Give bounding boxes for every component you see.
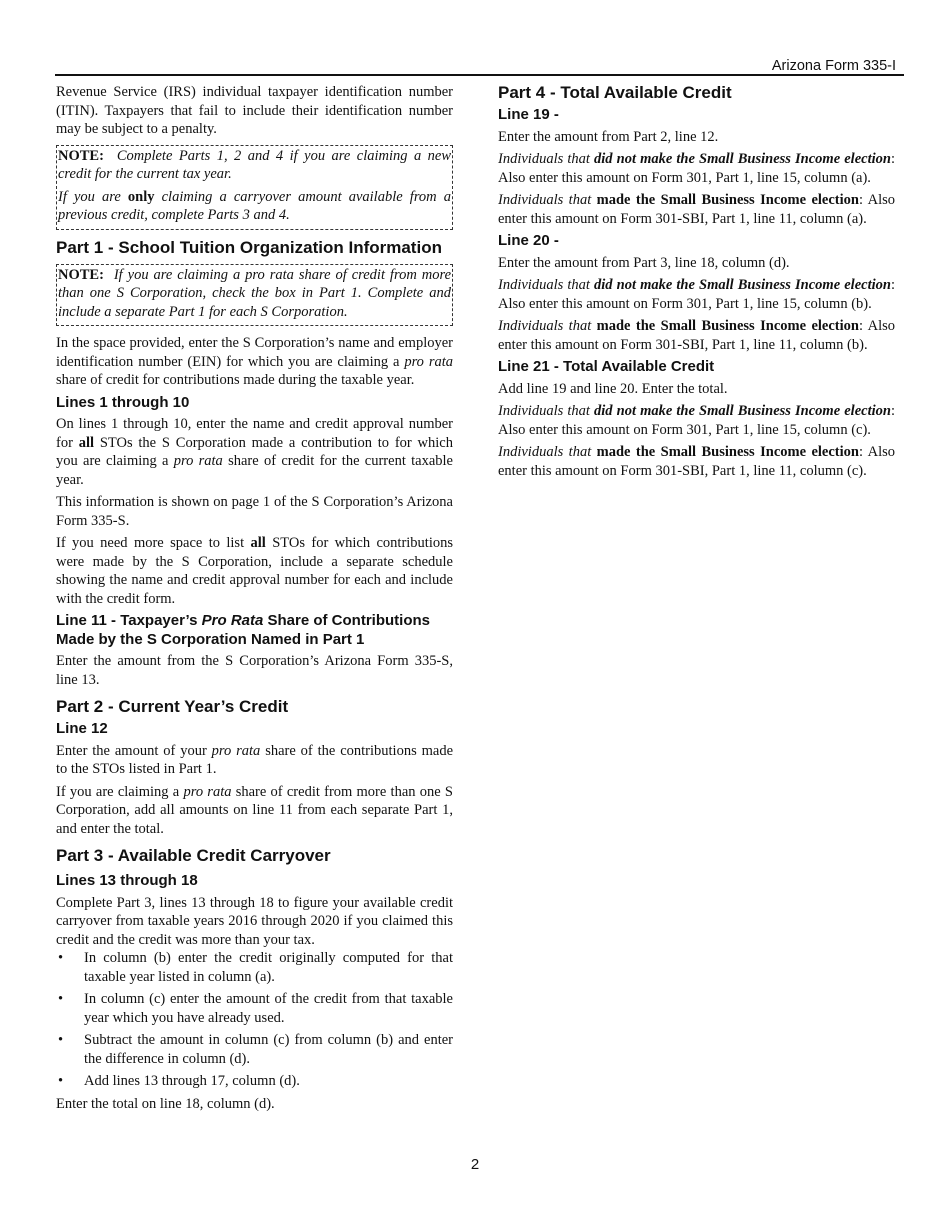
right-column [498, 83, 895, 484]
part3-heading: Part 3 - Available Credit Carryover [56, 846, 331, 865]
italic-text: Individuals that [498, 403, 594, 419]
italic-text: pro rata [211, 742, 261, 759]
italic-text: Individuals that [498, 151, 594, 167]
bold-italic-text: did not make the Small Business Income election [594, 151, 891, 167]
bold-text: all [250, 535, 266, 551]
italic-text: Pro Rata [201, 612, 264, 629]
text: share of the contributions made to the STOs listed in Part 1. [56, 742, 454, 777]
line-20-heading: Line 20 - [498, 232, 559, 249]
form-title: Arizona Form 335-I [771, 58, 896, 74]
text: If you are claiming a [56, 783, 184, 800]
bold-text: made the Small Business Income election [596, 192, 859, 208]
text: Line 11 - Taxpayer’s [56, 612, 202, 629]
text: share of credit for the current taxable year. [56, 453, 453, 488]
text: Share of Contributions Made by the S Corporation Named in Part 1 [56, 612, 430, 648]
text: : Also enter this amount on Form 301, Part 1, line 15, column (c). [498, 403, 895, 438]
line-20-not-sbi [498, 276, 895, 313]
part4-heading: Part 4 - Total Available Credit [498, 83, 732, 102]
line-20-made-sbi [498, 317, 895, 354]
bold-italic-text: did not make the Small Business Income election [594, 403, 891, 419]
line-12-paragraph [56, 783, 453, 839]
instruction-list [56, 949, 453, 1091]
line-19-made-sbi [498, 191, 895, 228]
text: Enter the amount of your [56, 742, 212, 759]
text: STOs for which contributions were made by the S Corporation, include a separate schedule showing the name and credit approval number for each and include with the credit form. [56, 535, 454, 607]
italic-text: pro rata [404, 353, 453, 370]
note-paragraph [58, 147, 451, 184]
page-number: 2 [470, 1156, 480, 1173]
line-12-heading: Line 12 [56, 720, 108, 737]
text: If you need more space to list [56, 535, 251, 551]
text: In the space provided, enter the S Corporation’s name and employer identification number (EIN) for which you are claiming a [56, 335, 453, 370]
lines-1-10-heading: Lines 1 through 10 [56, 393, 190, 411]
line-11-paragraph: Enter the amount from the S Corporation’s Arizona Form 335-S, line 13. [56, 653, 453, 688]
line-19-heading: Line 19 - [498, 106, 559, 123]
line-11-heading [56, 612, 453, 649]
text: : Also enter this amount on Form 301, Part 1, line 15, column (a). [498, 151, 895, 186]
part1-heading: Part 1 - School Tuition Organization Information [56, 237, 442, 257]
lines-1-10-paragraph [56, 534, 453, 608]
text: : Also enter this amount on Form 301-SBI, Part 1, line 11, column (b). [498, 318, 895, 353]
line-21-paragraph: Add line 19 and line 20. Enter the total. [498, 380, 728, 397]
note-paragraph [58, 266, 451, 322]
note-box-s-corporation [56, 264, 453, 327]
note-text: If you are claiming a pro rata share of credit from more than one S Corporation, check the box in Part 1. Complete and include a separate Part 1 for each S Corporation. [58, 266, 452, 320]
text: : Also enter this amount on Form 301, Part 1, line 15, column (b). [498, 277, 895, 312]
part1-paragraph [56, 334, 453, 390]
lines-1-10-paragraph: This information is shown on page 1 of the S Corporation’s Arizona Form 335-S. [56, 494, 453, 529]
italic-text: Individuals that [498, 277, 594, 293]
note-text: claiming a carryover amount available from a previous credit, complete Parts 3 and 4. [58, 188, 451, 223]
line-21-heading: Line 21 - Total Available Credit [498, 358, 715, 375]
italic-text: pro rata [173, 453, 223, 469]
list-item: • Subtract the amount in column (c) from column (b) and enter the difference in column (d). [56, 1031, 453, 1068]
lines-13-18-heading: Lines 13 through 18 [56, 872, 198, 889]
note-text: Complete Parts 1, 2 and 4 if you are claiming a new credit for the current tax year. [58, 147, 451, 182]
line-19-paragraph: Enter the amount from Part 2, line 12. [498, 128, 719, 145]
lines-1-10-paragraph [56, 415, 453, 489]
bold-text: made the Small Business Income election [596, 318, 859, 334]
bold-text: made the Small Business Income election [596, 444, 859, 460]
italic-text: Individuals that [498, 192, 597, 208]
list-item: • In column (b) enter the credit originally computed for that taxable year listed in column (a). [56, 949, 453, 986]
note-label: NOTE: [58, 147, 104, 164]
text: STOs the S Corporation made a contribution to for which you are claiming a [56, 434, 453, 469]
lines-13-18-paragraph: Complete Part 3, lines 13 through 18 to figure your available credit carryover from taxable years 2016 through 2020 if you claimed this credit and the credit was more than your tax. [56, 894, 453, 948]
lines-13-18-closing: Enter the total on line 18, column (d). [56, 1095, 275, 1112]
bold-text: all [78, 434, 95, 451]
line-21-not-sbi [498, 402, 895, 439]
text: : Also enter this amount on Form 301-SBI, Part 1, line 11, column (a). [498, 192, 895, 227]
text: : Also enter this amount on Form 301-SBI, Part 1, line 11, column (c). [498, 444, 895, 479]
line-19-not-sbi [498, 150, 895, 187]
line-12-paragraph [56, 742, 453, 779]
part2-heading: Part 2 - Current Year’s Credit [56, 697, 289, 716]
italic-text: Individuals that [498, 444, 597, 460]
intro-paragraph: Revenue Service (IRS) individual taxpayer identification number (ITIN). Taxpayers that fail to include their identification number may be subject to a penalty. [56, 84, 453, 137]
text: share of credit for contributions made during the taxable year. [56, 372, 415, 388]
list-item: • Add lines 13 through 17, column (d). [56, 1072, 453, 1091]
left-column [56, 83, 453, 1117]
line-21-made-sbi [498, 443, 895, 480]
bold-italic-text: did not make the Small Business Income election [594, 277, 891, 293]
note-emphasis: only [127, 188, 155, 205]
page-header [55, 56, 904, 76]
note-paragraph [58, 188, 451, 225]
line-20-paragraph: Enter the amount from Part 3, line 18, column (d). [498, 254, 790, 271]
note-text: If you are [58, 188, 128, 205]
italic-text: pro rata [183, 783, 232, 800]
text: share of credit from more than one S Corporation, add all amounts on line 11 from each separate Part 1, and enter the total. [56, 783, 453, 837]
note-box-parts [56, 145, 453, 230]
list-item: • In column (c) enter the amount of the credit from that taxable year which you have already used. [56, 990, 453, 1027]
italic-text: Individuals that [498, 318, 597, 334]
note-label: NOTE: [58, 266, 104, 283]
text: On lines 1 through 10, enter the name and credit approval number for [56, 416, 453, 451]
